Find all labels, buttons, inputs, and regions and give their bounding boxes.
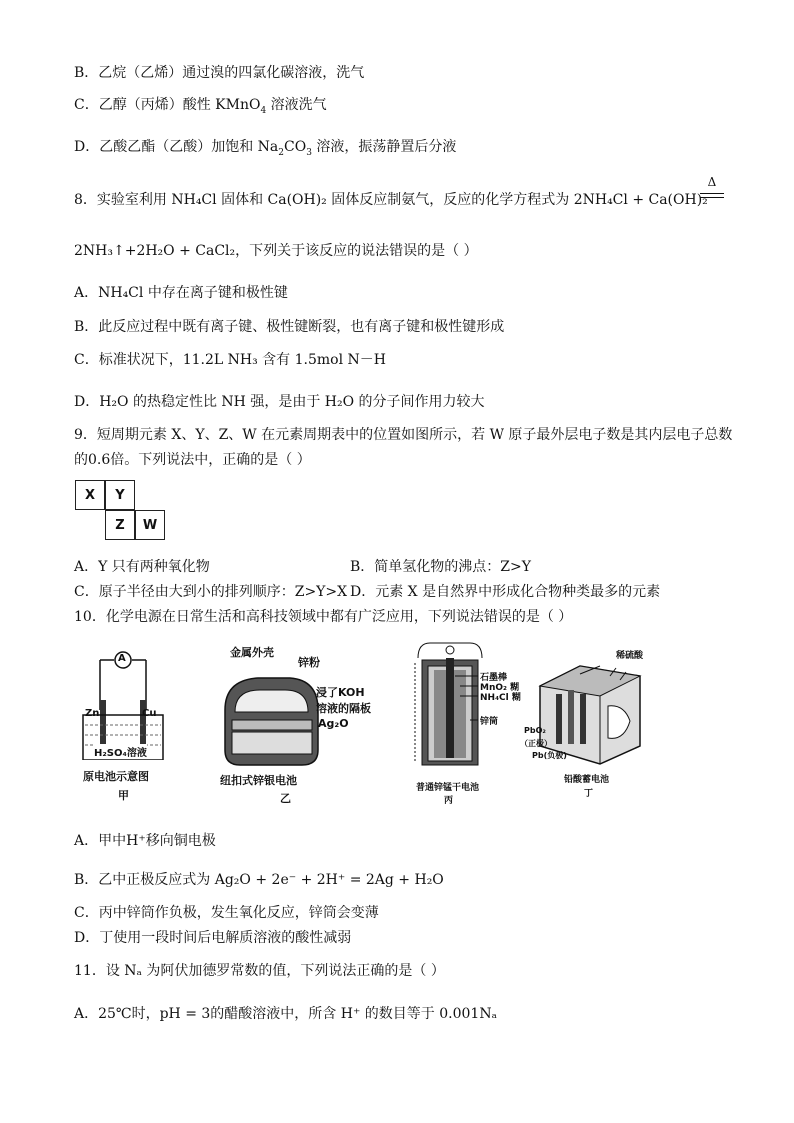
q9-options-row1 (74, 557, 714, 577)
separator-label-1: 浸了KOH (316, 686, 365, 699)
figure-button-cell (210, 640, 370, 805)
q8-heat-condition (700, 175, 724, 198)
q9-options-row2 (74, 582, 714, 602)
fig3-caption: 普通锌锰干电池 (416, 783, 480, 793)
positive-electrode-label: （正极） (520, 739, 552, 748)
zinc-can-label: 锌筒 (480, 717, 499, 727)
q9-option-c: C．原子半径由大到小的排列顺序：Z>Y>X (74, 584, 348, 600)
ammeter-label: A (118, 653, 126, 664)
q7-option-d: D．乙酸乙酯（乙酸）加饱和 $Na_2CO_3$ 溶液，振荡静置后分液 (74, 139, 457, 158)
shell-label: 金属外壳 (230, 646, 274, 659)
mno2-label: MnO₂ 糊 (480, 683, 520, 693)
q9-stem-line2: 的0.6倍。下列说法中，正确的是（ ） (74, 452, 311, 468)
cell-w: W (135, 510, 165, 540)
fig4-caption: 铅酸蓄电池 (564, 775, 610, 785)
cu-label: Cu (142, 708, 157, 719)
figure-lead-acid-battery (520, 646, 680, 811)
fig2-tag: 乙 (280, 792, 291, 805)
figure-galvanic-cell (80, 640, 170, 805)
q8-stem-line1: 8．实验室利用 NH₄Cl 固体和 Ca(OH)₂ 固体反应制氨气，反应的化学方程式为 2NH₄Cl + Ca(OH)₂ (74, 192, 708, 208)
q9-option-d: D．元素 X 是自然界中形成化合物种类最多的元素 (350, 584, 661, 600)
q9-stem-line1: 9．短周期元素 X、Y、Z、W 在元素周期表中的位置如图所示，若 W 原子最外层电子数是其内层电子总数 (74, 427, 733, 443)
solution-label: H₂SO₄溶液 (94, 744, 147, 759)
q10-option-a: A．甲中H⁺移向铜电极 (74, 833, 216, 849)
q8-option-b: B．此反应过程中既有离子键、极性键断裂，也有离子键和极性键形成 (74, 319, 505, 335)
q11-option-a: A．25℃时，pH = 3的醋酸溶液中，所含 H⁺ 的数目等于 0.001Nₐ (74, 1006, 497, 1022)
q8-option-c: C．标准状况下，11.2L NH₃ 含有 1.5mol N－H (74, 352, 386, 368)
dry-cell-drawing (410, 638, 530, 778)
q10-option-d: D．丁使用一段时间后电解质溶液的酸性减弱 (74, 930, 352, 946)
figure-zinc-manganese-cell (410, 638, 530, 806)
delta-symbol: Δ (707, 175, 717, 189)
separator-label-2: 溶液的隔板 (316, 702, 371, 715)
q9-option-b: B．简单氢化物的沸点：Z>Y (350, 559, 531, 575)
q10-option-b: B．乙中正极反应式为 Ag₂O + 2e⁻ + 2H⁺ = 2Ag + H₂O (74, 872, 444, 888)
cell-z: Z (105, 510, 135, 540)
pb-negative-label: Pb(负极) (532, 751, 567, 760)
zn-label: Zn (85, 708, 100, 719)
fig1-caption: 原电池示意图 (83, 770, 149, 783)
fig4-tag: 丁 (584, 789, 594, 799)
sulfuric-acid-label: 稀硫酸 (616, 651, 644, 661)
zinc-powder-label: 锌粉 (298, 656, 320, 669)
nh4cl-label: NH₄Cl 糊 (480, 693, 521, 703)
cell-x: X (75, 480, 105, 510)
q8-option-a: A．NH₄Cl 中存在离子键和极性键 (74, 285, 288, 301)
fig3-tag: 丙 (444, 796, 454, 806)
q9-option-a: A．Y 只有两种氧化物 (74, 559, 210, 575)
q10-option-c: C．丙中锌筒作负极，发生氧化反应，锌筒会变薄 (74, 905, 379, 921)
fig1-tag: 甲 (118, 789, 129, 802)
q8-option-d: D．H₂O 的热稳定性比 NH 强，是由于 H₂O 的分子间作用力较大 (74, 394, 485, 410)
pbo2-label: PbO₂ (524, 726, 546, 735)
fig2-caption: 纽扣式锌银电池 (220, 774, 297, 787)
q11-stem: 11．设 Nₐ 为阿伏加德罗常数的值，下列说法正确的是（ ） (74, 963, 445, 979)
q10-stem: 10．化学电源在日常生活和高科技领域中都有广泛应用，下列说法错误的是（ ） (74, 609, 573, 625)
cell-y: Y (105, 480, 135, 510)
q8-stem-line2: 2NH₃↑+2H₂O + CaCl₂，下列关于该反应的说法错误的是（ ） (74, 243, 478, 259)
q7-option-b: B．乙烷（乙烯）通过溴的四氯化碳溶液，洗气 (74, 65, 365, 81)
q7-option-c: C．乙醇（丙烯）酸性 KMnO$_4$ 溶液洗气 (74, 97, 327, 116)
ag2o-label: Ag₂O (318, 717, 349, 730)
graphite-rod-label: 石墨棒 (480, 673, 508, 683)
